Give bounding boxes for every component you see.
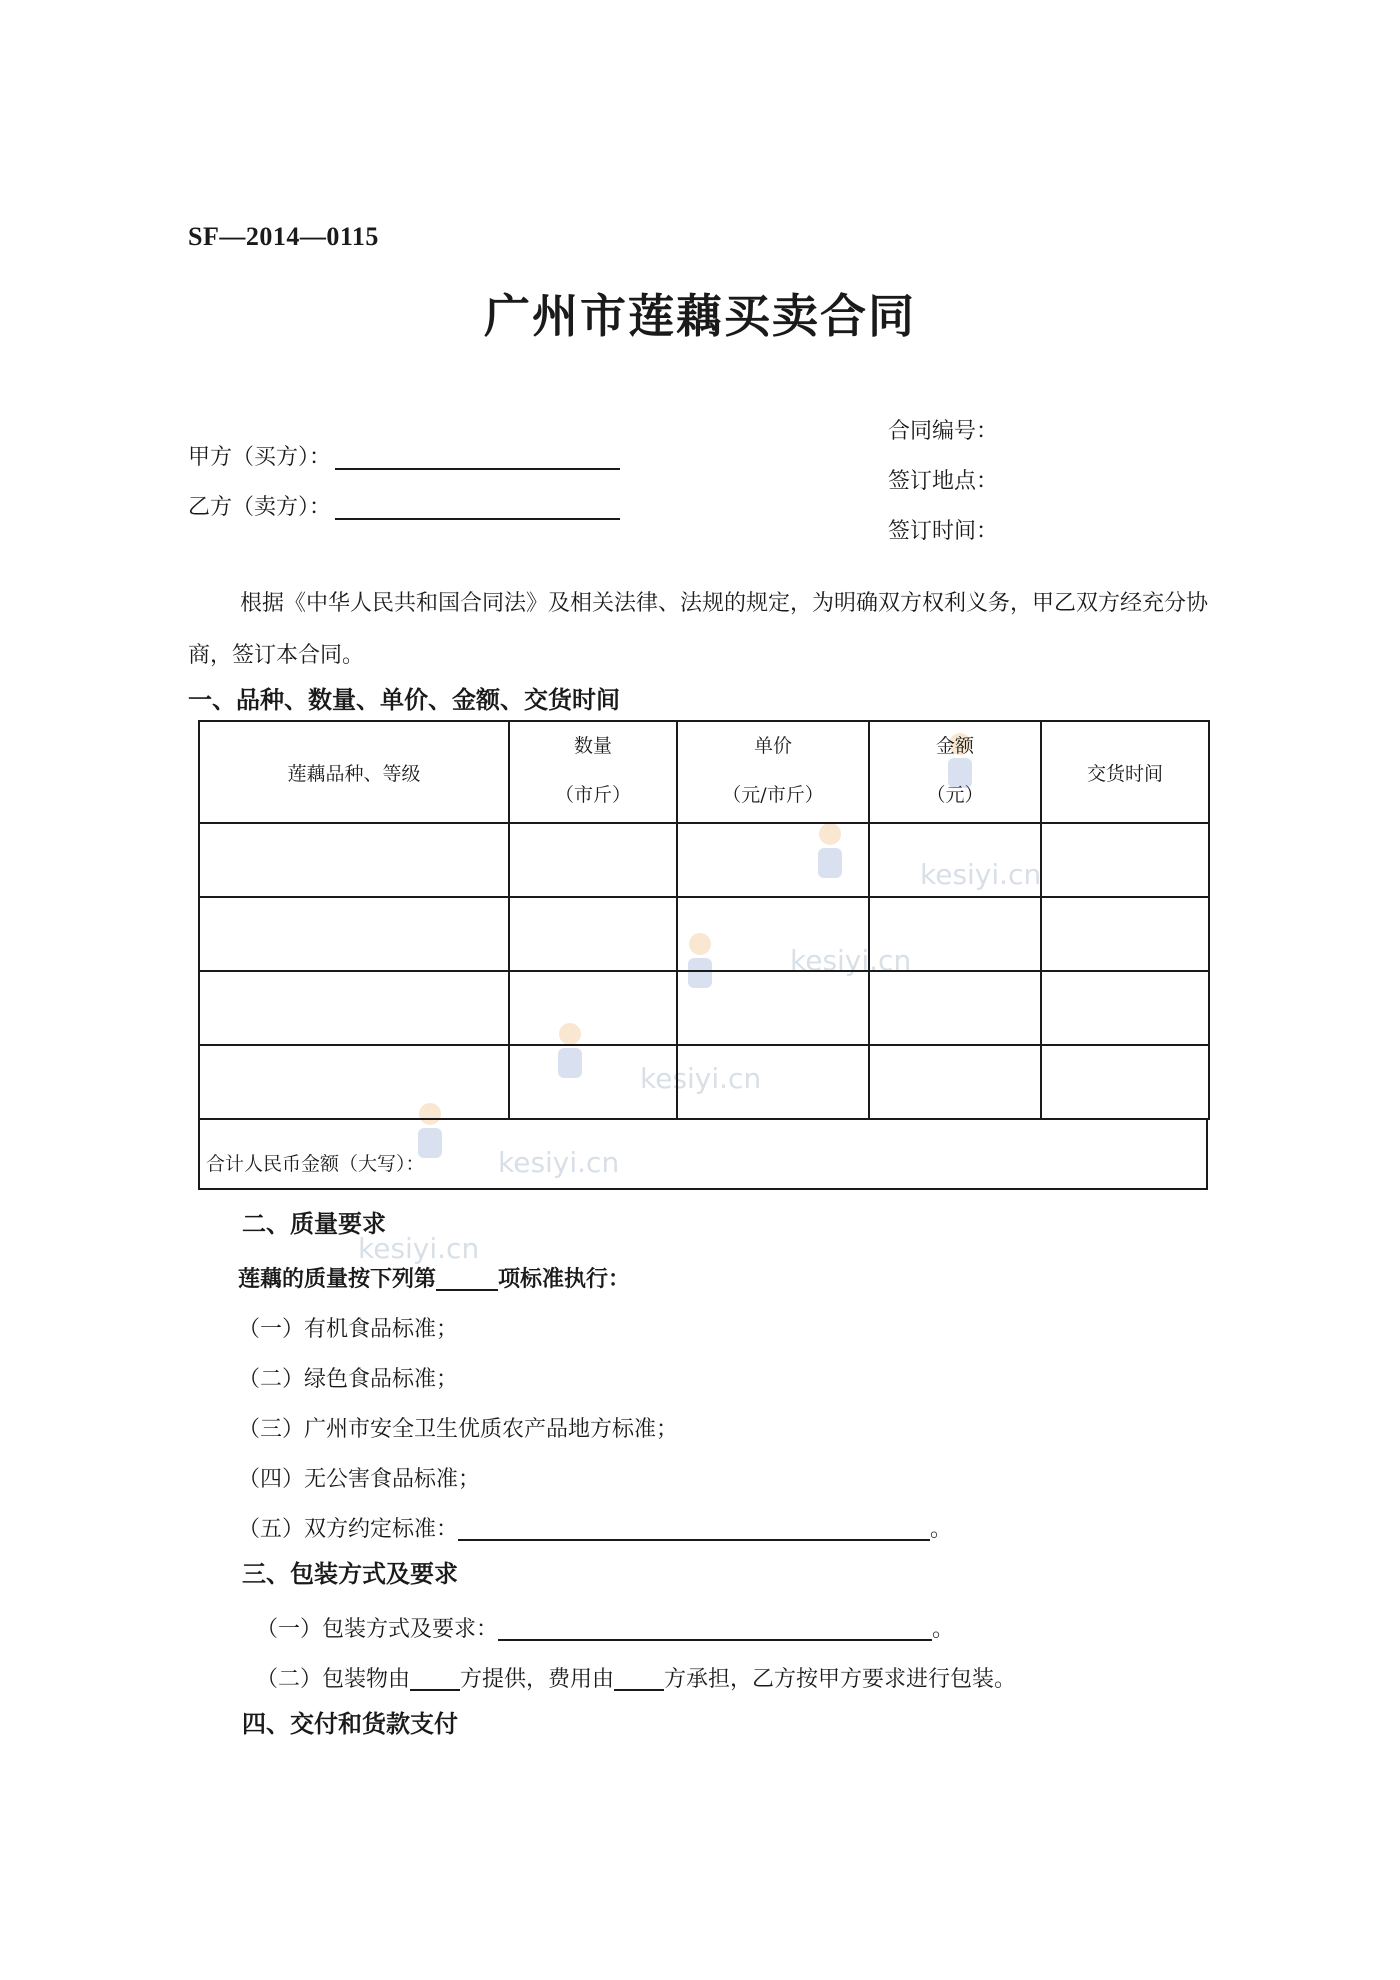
- table-cell[interactable]: [199, 897, 509, 971]
- packaging-cost-blank[interactable]: [614, 1669, 664, 1691]
- table-cell[interactable]: [199, 823, 509, 897]
- table-row: [199, 971, 1209, 1045]
- table-cell[interactable]: [869, 971, 1041, 1045]
- table-cell[interactable]: [869, 897, 1041, 971]
- packaging-provider-blank[interactable]: [410, 1669, 460, 1691]
- quality-item-custom: [238, 1512, 952, 1543]
- section3-title: 三、包装方式及要求: [242, 1559, 458, 1588]
- sign-time-label: 签订时间：: [888, 519, 999, 544]
- header-quantity-label: 数量: [573, 735, 612, 757]
- packaging-method-label: （一）包装方式及要求：: [256, 1617, 499, 1642]
- header-price-unit: （元/市斤）: [722, 784, 824, 806]
- table-cell[interactable]: [869, 823, 1041, 897]
- packaging-method-blank[interactable]: [498, 1619, 932, 1641]
- header-quantity: [509, 721, 677, 823]
- table-row: [199, 823, 1209, 897]
- quality-lead-post: 项标准执行：: [498, 1266, 631, 1292]
- section4-title: 四、交付和货款支付: [242, 1709, 458, 1738]
- watermark-text: kesiyi.cn: [498, 1146, 620, 1179]
- header-amount-label: 金额: [935, 735, 974, 757]
- table-cell[interactable]: [1041, 971, 1209, 1045]
- table-header-row: [199, 721, 1209, 823]
- watermark-text: kesiyi.cn: [790, 944, 912, 977]
- seller-blank[interactable]: [335, 498, 620, 520]
- seller-label: 乙方（卖方）：: [188, 495, 332, 520]
- document-code: SF—2014—0115: [188, 222, 379, 251]
- table-cell[interactable]: [1041, 1045, 1209, 1119]
- packaging-provider-text: （二）包装物由: [256, 1667, 411, 1692]
- header-amount-unit: （元）: [926, 784, 984, 806]
- watermark-text: kesiyi.cn: [640, 1062, 762, 1095]
- table-cell[interactable]: [199, 1045, 509, 1119]
- quality-item: （一）有机食品标准；: [238, 1317, 459, 1342]
- intro-paragraph: 根据《中华人民共和国合同法》及相关法律、法规的规定，为明确双方权利义务，甲乙双方经充分协商，签订本合同。: [188, 591, 1209, 668]
- custom-standard-end: 。: [930, 1517, 953, 1542]
- table-cell[interactable]: [509, 897, 677, 971]
- buyer-label: 甲方（买方）：: [188, 445, 332, 470]
- table-cell[interactable]: [677, 897, 869, 971]
- custom-standard-blank[interactable]: [458, 1519, 930, 1541]
- header-delivery: 交货时间: [1041, 721, 1209, 823]
- header-price: [677, 721, 869, 823]
- quality-item: （二）绿色食品标准；: [238, 1367, 459, 1392]
- table-cell[interactable]: [1041, 823, 1209, 897]
- table-cell[interactable]: [677, 971, 869, 1045]
- seller-field: [188, 490, 620, 521]
- table-row: [199, 1045, 1209, 1119]
- buyer-blank[interactable]: [335, 448, 620, 470]
- watermark-text: kesiyi.cn: [920, 858, 1042, 891]
- packaging-cost-text: 方提供，费用由: [460, 1667, 615, 1692]
- table-cell[interactable]: [509, 823, 677, 897]
- goods-table: [198, 720, 1210, 1120]
- total-amount-row[interactable]: [198, 1118, 1208, 1190]
- header-variety: 莲藕品种、等级: [199, 721, 509, 823]
- packaging-rest-text: 方承担，乙方按甲方要求进行包装。: [664, 1667, 1017, 1692]
- table-cell[interactable]: [199, 971, 509, 1045]
- section2-title: 二、质量要求: [242, 1209, 386, 1238]
- total-amount-label: 合计人民币金额（大写）：: [206, 1153, 425, 1175]
- contract-number-label: 合同编号：: [888, 419, 999, 444]
- sign-place-label: 签订地点：: [888, 469, 999, 494]
- quality-lead: [238, 1262, 630, 1293]
- table-cell[interactable]: [677, 823, 869, 897]
- header-price-label: 单价: [753, 735, 792, 757]
- buyer-field: [188, 440, 620, 471]
- quality-item: （三）广州市安全卫生优质农产品地方标准；: [238, 1417, 679, 1442]
- packaging-item-1: [256, 1612, 954, 1643]
- section1-title: 一、品种、数量、单价、金额、交货时间: [188, 685, 620, 714]
- table-cell[interactable]: [509, 971, 677, 1045]
- header-amount: [869, 721, 1041, 823]
- watermark-text: kesiyi.cn: [358, 1232, 480, 1265]
- packaging-method-end: 。: [932, 1617, 955, 1642]
- quality-item: （四）无公害食品标准；: [238, 1467, 481, 1492]
- header-quantity-unit: （市斤）: [554, 784, 631, 806]
- table-cell[interactable]: [509, 1045, 677, 1119]
- quality-lead-pre: 莲藕的质量按下列第: [238, 1266, 437, 1292]
- table-cell[interactable]: [677, 1045, 869, 1119]
- custom-standard-label: （五）双方约定标准：: [238, 1517, 459, 1542]
- table-cell[interactable]: [869, 1045, 1041, 1119]
- packaging-item-2: [256, 1662, 1016, 1693]
- table-row: [199, 897, 1209, 971]
- table-cell[interactable]: [1041, 897, 1209, 971]
- contract-title: 广州市莲藕买卖合同: [484, 289, 916, 343]
- quality-item-blank[interactable]: [436, 1269, 498, 1291]
